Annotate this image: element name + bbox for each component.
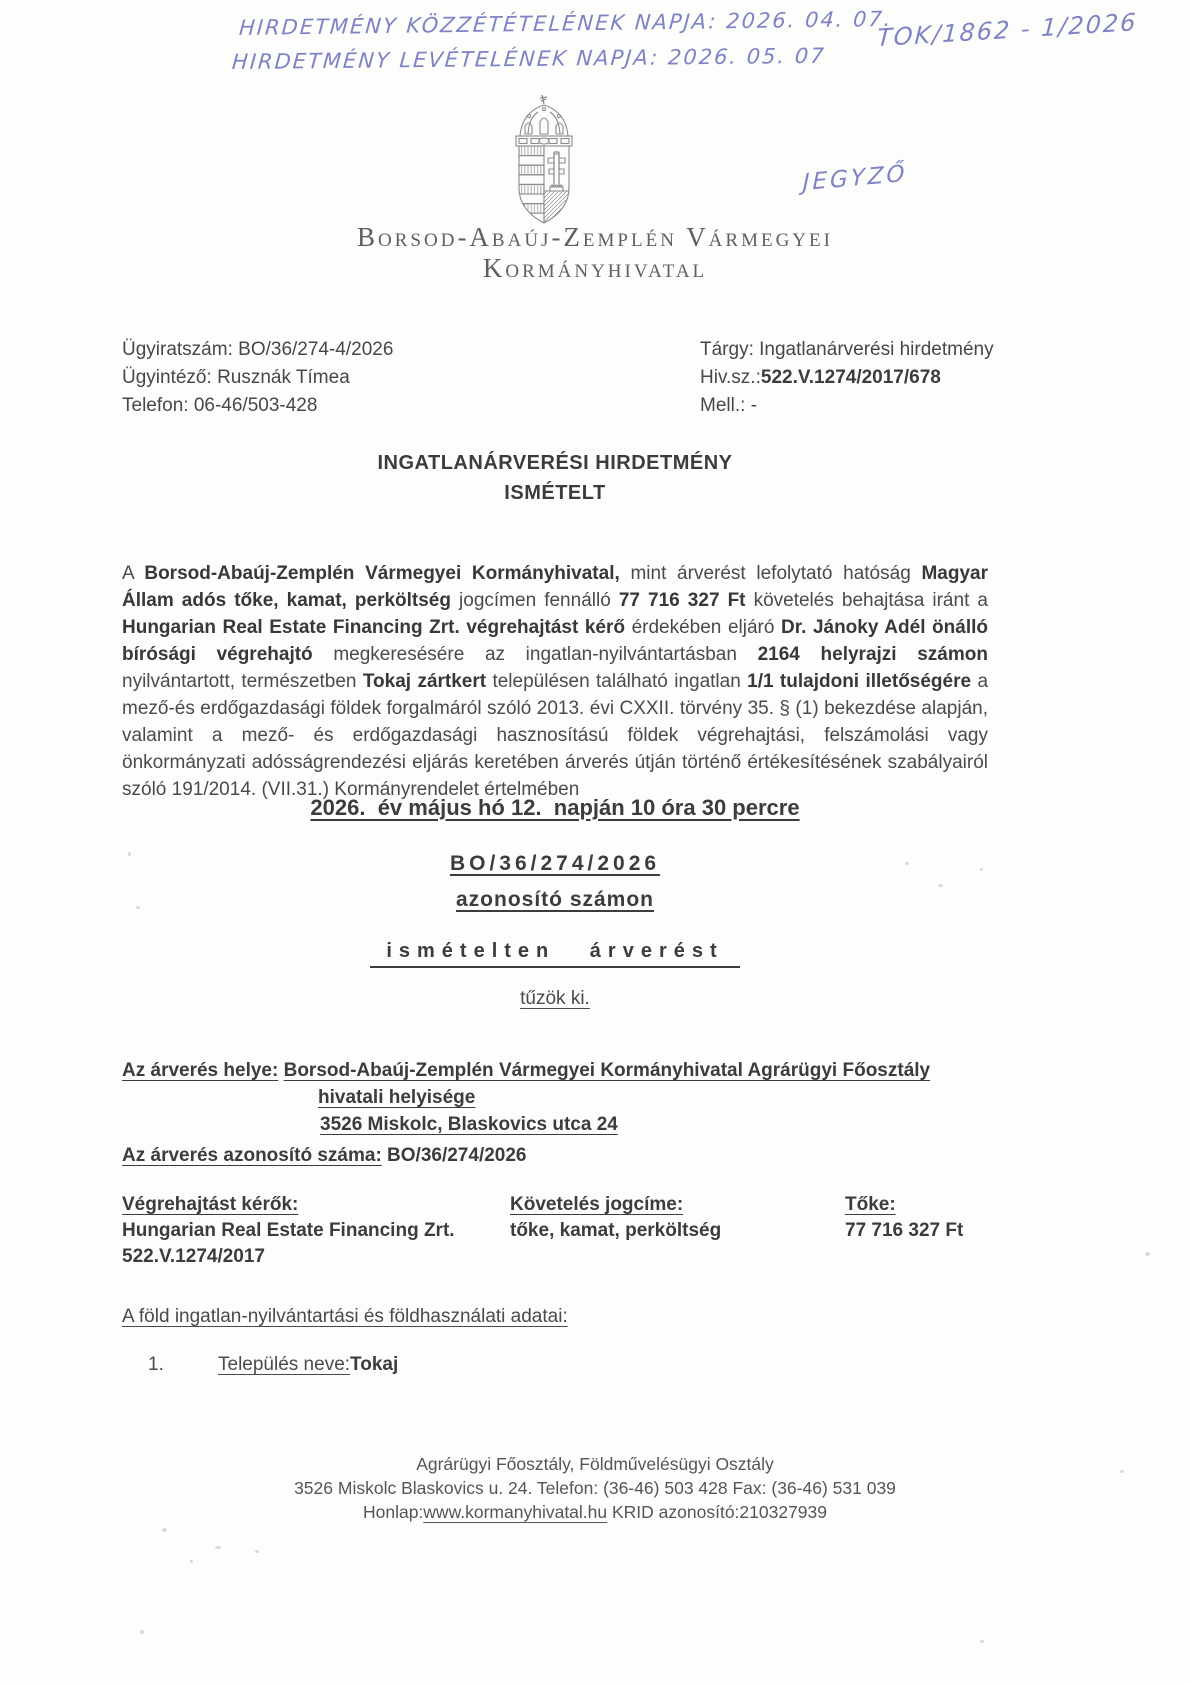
auction-id-suffix-text: azonosító számon <box>455 888 655 911</box>
auction-id-value: BO/36/274/2026 <box>387 1145 527 1166</box>
executor-case-number: 522.V.1274/2017 <box>122 1246 266 1267</box>
handwritten-publication-date-note: HIRDETMÉNY KÖZZÉTÉTELÉNEK NAPJA: 2026. 04. 07. <box>238 6 894 41</box>
principal-value: 77 716 327 Ft <box>845 1220 964 1241</box>
auction-id-suffix <box>122 888 988 912</box>
venue-label: Az árverés helye: <box>122 1060 279 1081</box>
document-title <box>122 448 988 508</box>
claim-title-column <box>510 1192 810 1244</box>
attachment-value: - <box>750 395 758 416</box>
repeat-auction-phrase-text: ismételten árverést <box>370 940 739 968</box>
auction-datetime <box>122 795 988 821</box>
subject-row <box>700 336 994 364</box>
paragraph-run: érdekében eljáró <box>625 617 782 638</box>
auction-id-row <box>122 1145 527 1167</box>
phone-value: 06-46/503-428 <box>193 395 318 416</box>
document-title-line2: ISMÉTELT <box>504 482 606 504</box>
paragraph-run-bold: 2164 helyrajzi számon <box>757 644 988 665</box>
executor-name: Hungarian Real Estate Financing Zrt. <box>122 1220 455 1241</box>
reference-label: Hiv.sz.: <box>700 367 761 388</box>
main-paragraph <box>122 560 988 803</box>
handwritten-docket-number: TOK/1862 - 1/2026 <box>876 8 1139 53</box>
subject-label: Tárgy: <box>700 339 754 360</box>
footer-krid: KRID azonosító:210327939 <box>607 1502 828 1522</box>
org-name-line1: Borsod-Abaúj-Zemplén Vármegyei <box>357 222 833 252</box>
meta-right-block <box>700 336 994 420</box>
venue-line2: hivatali helyisége <box>318 1087 476 1108</box>
paragraph-run-bold: Magyar Állam adós tőke, kamat, perköltség <box>122 563 988 611</box>
repeat-auction-phrase <box>122 940 988 963</box>
handwritten-jegyzo-note: JEGYZŐ <box>802 160 908 197</box>
case-number-label: Ügyiratszám: <box>122 339 233 360</box>
venue-line1: Borsod-Abaúj-Zemplén Vármegyei Kormányhivatal Agrárügyi Főosztály <box>283 1060 931 1081</box>
phone-row <box>122 392 393 420</box>
land-item-row <box>148 1354 398 1376</box>
auction-id-label: Az árverés azonosító száma: <box>122 1145 382 1166</box>
case-number-value: BO/36/274-4/2026 <box>238 339 394 360</box>
footer-web-row <box>0 1500 1190 1524</box>
closing-phrase <box>122 988 988 1010</box>
handwritten-removal-date-note: HIRDETMÉNY LEVÉTELÉNEK NAPJA: 2026. 05. 07 <box>231 43 827 75</box>
paragraph-run-bold: Dr. Jánoky Adél önálló bírósági végrehajtó <box>122 617 988 665</box>
meta-left-block <box>122 336 393 420</box>
land-item-number: 1. <box>148 1354 164 1375</box>
attachment-row <box>700 392 994 420</box>
paragraph-run: megkeresésére az ingatlan-nyilvántartásban <box>312 644 758 665</box>
land-item-value: Tokaj <box>350 1354 399 1375</box>
paragraph-run-bold: Hungarian Real Estate Financing Zrt. végrehajtást kérő <box>122 617 625 638</box>
land-item-label: Település neve: <box>218 1354 351 1375</box>
paragraph-run: nyilvántartott, természetben <box>122 671 363 692</box>
auction-id-number-text: BO/36/274/2026 <box>449 852 661 875</box>
land-data-heading: A föld ingatlan-nyilvántartási és földhasználati adatai: <box>122 1306 568 1327</box>
claim-title-header: Követelés jogcíme: <box>510 1194 684 1215</box>
closing-phrase-text: tűzök ki. <box>520 988 590 1009</box>
paragraph-run: jogcímen fennálló <box>450 590 619 611</box>
auction-id-number <box>122 852 988 876</box>
auction-datetime-text: 2026. év május hó 12. napján 10 óra 30 percre <box>310 795 800 820</box>
paragraph-run-bold: Borsod-Abaúj-Zemplén Vármegyei Kormányhivatal, <box>144 563 620 584</box>
reference-value: 522.V.1274/2017/678 <box>760 367 941 388</box>
footer-web-label: Honlap: <box>362 1502 424 1522</box>
paragraph-run-bold: 1/1 tulajdoni illetőségére <box>747 671 972 692</box>
footer-website-url: www.kormanyhivatal.hu <box>423 1502 608 1522</box>
hungary-coat-of-arms-icon <box>498 92 590 231</box>
reference-row <box>700 364 994 392</box>
claim-title-value: tőke, kamat, perköltség <box>510 1220 722 1241</box>
attachment-label: Mell.: <box>700 395 746 416</box>
org-name <box>0 222 1190 284</box>
paragraph-run-bold: 77 716 327 Ft <box>618 590 746 611</box>
officer-label: Ügyintéző: <box>122 367 212 388</box>
venue-line3: 3526 Miskolc, Blaskovics utca 24 <box>320 1114 618 1135</box>
officer-row <box>122 364 393 392</box>
footer-department: Agrárügyi Főosztály, Földművelésügyi Osztály <box>416 1454 774 1474</box>
footer-address-phone: 3526 Miskolc Blaskovics u. 24. Telefon: (36-46) 503 428 Fax: (36-46) 531 039 <box>294 1478 896 1498</box>
principal-column <box>845 1192 1005 1244</box>
paragraph-run: követelés behajtása iránt a <box>745 590 988 611</box>
footer-block <box>0 1452 1190 1524</box>
phone-label: Telefon: <box>122 395 189 416</box>
org-name-line2: Kormányhivatal <box>482 253 708 283</box>
paragraph-run-bold: Tokaj zártkert <box>362 671 487 692</box>
document-title-line1: INGATLANÁRVERÉSI HIRDETMÉNY <box>377 452 733 474</box>
paragraph-run: A <box>122 563 145 584</box>
paragraph-run: a mező-és erdőgazdasági földek forgalmáról szóló 2013. évi CXXII. törvény 35. § (1) bekezdése alapján, valamint a mező- és erdőgazdasági hasznosítású földek végrehajtási, felszámolási vagy önkormányzati adósságrendezési eljárás keretében árverés útján történő értékesítésének szabályairól szóló 191/2014. (VII.31.) Kormányrendelet értelmében <box>122 671 989 800</box>
executors-header: Végrehajtást kérők: <box>122 1194 299 1215</box>
case-number-row <box>122 336 393 364</box>
paragraph-run: mint árverést lefolytató hatóság <box>619 563 922 584</box>
subject-value: Ingatlanárverési hirdetmény <box>759 339 994 360</box>
principal-header: Tőke: <box>845 1194 896 1215</box>
officer-value: Rusznák Tímea <box>217 367 350 388</box>
paragraph-run: településen található ingatlan <box>486 671 748 692</box>
executors-column <box>122 1192 492 1270</box>
venue-block <box>122 1057 1022 1135</box>
